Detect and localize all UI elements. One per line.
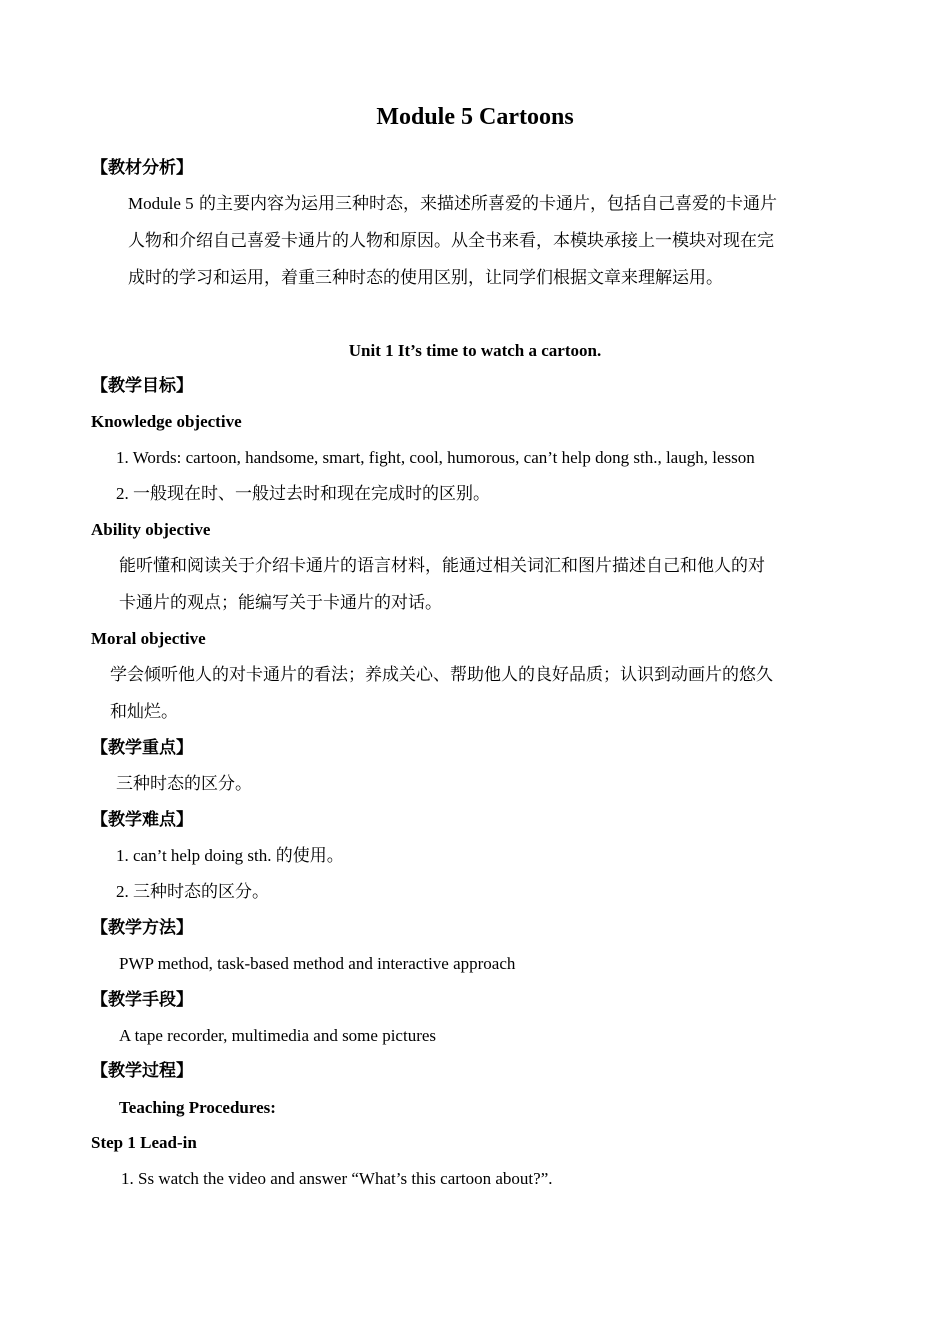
- difficulty-item-1: [116, 844, 344, 868]
- knowledge-item-2: [116, 482, 490, 506]
- page-title: Module 5 Cartoons: [376, 104, 574, 130]
- section-heading-methods: 【教学方法】: [91, 918, 193, 938]
- key-points-text: 三种时态的区分。: [116, 774, 252, 794]
- ability-line-2: 卡通片的观点；能编写关于卡通片的对话。: [119, 593, 442, 613]
- difficulty-item-2-zh: 三种时态的区分。: [133, 882, 269, 902]
- unit-title: Unit 1 It’s time to watch a cartoon.: [348, 341, 602, 360]
- moral-line-2: 和灿烂。: [110, 702, 178, 722]
- step-1-item-1: 1. Ss watch the video and answer “What’s this cartoon about?”.: [121, 1169, 553, 1188]
- analysis-line-1-rest: 的主要内容为运用三种时态，来描述所喜爱的卡通片，包括自己喜爱的卡通片: [193, 194, 778, 214]
- difficulty-item-2-number: 2.: [116, 882, 133, 901]
- analysis-line-3: 成时的学习和运用，着重三种时态的使用区别，让同学们根据文章来理解运用。: [128, 268, 723, 288]
- section-heading-objectives: 【教学目标】: [91, 376, 193, 396]
- ability-line-1: 能听懂和阅读关于介绍卡通片的语言材料，能通过相关词汇和图片描述自己和他人的对: [119, 556, 765, 576]
- section-heading-key-points: 【教学重点】: [91, 738, 193, 758]
- knowledge-objective-label: Knowledge objective: [91, 412, 242, 431]
- knowledge-item-2-text: 一般现在时、一般过去时和现在完成时的区别。: [133, 484, 490, 504]
- section-heading-process: 【教学过程】: [91, 1061, 193, 1081]
- knowledge-item-2-number: 2.: [116, 484, 133, 503]
- teaching-procedures-label: Teaching Procedures:: [119, 1098, 276, 1117]
- ability-objective-label: Ability objective: [91, 520, 211, 539]
- difficulty-item-2: [116, 880, 269, 904]
- section-heading-difficulties: 【教学难点】: [91, 810, 193, 830]
- section-heading-analysis: 【教材分析】: [91, 158, 193, 178]
- analysis-line-1-prefix: Module 5: [128, 194, 194, 213]
- difficulty-item-1-zh: 的使用。: [275, 846, 344, 866]
- analysis-line-2: 人物和介绍自己喜爱卡通片的人物和原因。从全书来看，本模块承接上一模块对现在完: [128, 231, 774, 251]
- section-heading-means: 【教学手段】: [91, 990, 193, 1010]
- moral-objective-label: Moral objective: [91, 629, 206, 648]
- knowledge-item-1: 1. Words: cartoon, handsome, smart, fight, cool, humorous, can’t help dong sth., laugh, lesson: [116, 448, 755, 467]
- analysis-line-1: [128, 192, 777, 216]
- difficulty-item-1-en: 1. can’t help doing sth.: [116, 846, 276, 865]
- step-1-label: Step 1 Lead-in: [91, 1133, 197, 1152]
- means-text: A tape recorder, multimedia and some pictures: [119, 1026, 437, 1045]
- moral-line-1: 学会倾听他人的对卡通片的看法；养成关心、帮助他人的良好品质；认识到动画片的悠久: [110, 665, 773, 685]
- methods-text: PWP method, task-based method and interactive approach: [119, 954, 516, 973]
